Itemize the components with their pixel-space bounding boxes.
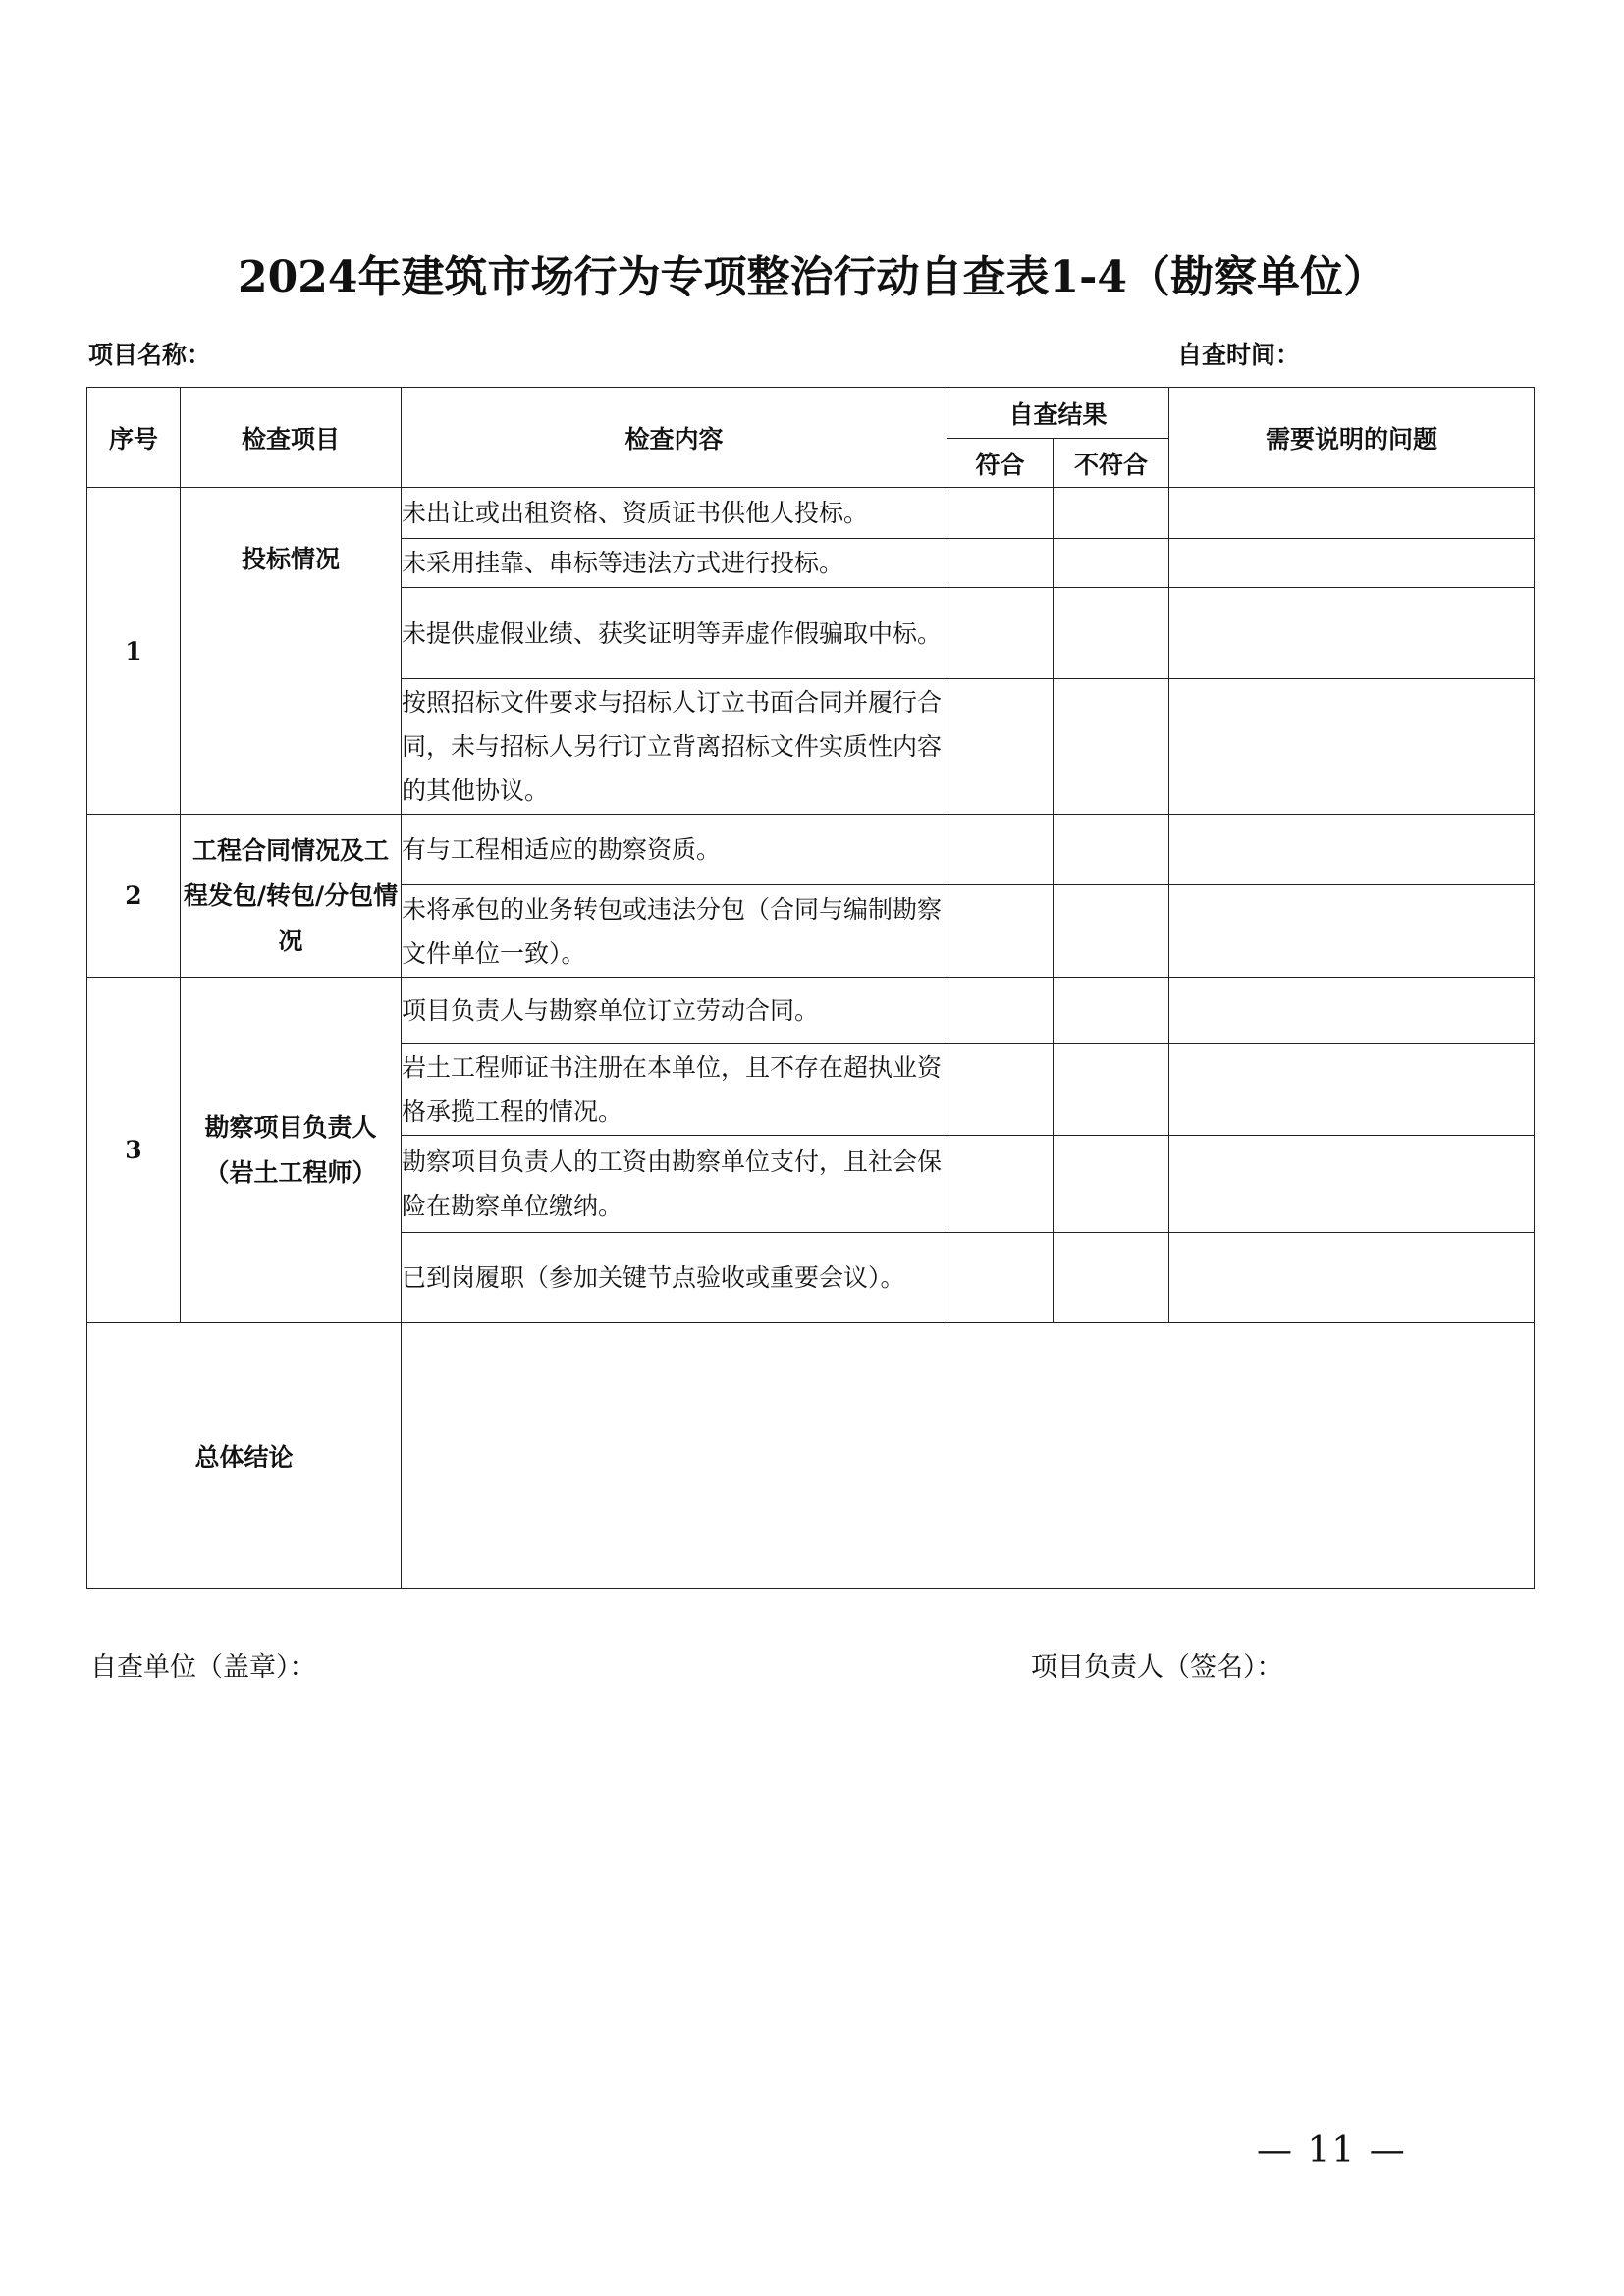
project-leader-label: 项目负责人（签名）： [1031, 1652, 1283, 1682]
notes-cell[interactable] [1169, 885, 1535, 978]
self-check-table [86, 387, 1535, 1589]
nonconform-cell[interactable] [1054, 488, 1169, 539]
notes-cell[interactable] [1169, 588, 1535, 679]
summary-row [87, 1323, 1535, 1589]
check-content: 按照招标文件要求与招标人订立书面合同并履行合同，未与招标人另行订立背离招标文件实质性内容的其他协议。 [402, 679, 947, 815]
conform-cell[interactable] [947, 539, 1054, 588]
notes-cell[interactable] [1169, 978, 1535, 1044]
section-number: 1 [87, 488, 181, 815]
nonconform-cell[interactable] [1054, 1233, 1169, 1323]
page-title: 2024年建筑市场行为专项整治行动自查表1-4（勘察单位） [238, 252, 1386, 302]
notes-cell[interactable] [1169, 679, 1535, 815]
nonconform-cell[interactable] [1054, 588, 1169, 679]
notes-cell[interactable] [1169, 1233, 1535, 1323]
check-content: 未采用挂靠、串标等违法方式进行投标。 [402, 539, 947, 588]
summary-cell[interactable] [402, 1323, 1535, 1589]
nonconform-cell[interactable] [1054, 978, 1169, 1044]
page-number: — 11 — [1257, 2130, 1407, 2170]
check-time-label: 自查时间： [1177, 341, 1301, 369]
project-name-label: 项目名称： [88, 341, 212, 369]
notes-cell[interactable] [1169, 1136, 1535, 1233]
nonconform-cell[interactable] [1054, 679, 1169, 815]
section-number: 3 [87, 978, 181, 1323]
notes-cell[interactable] [1169, 488, 1535, 539]
nonconform-cell[interactable] [1054, 885, 1169, 978]
check-content: 未提供虚假业绩、获奖证明等弄虚作假骗取中标。 [402, 588, 947, 679]
section-number: 2 [87, 815, 181, 978]
section-category: 投标情况 [181, 488, 402, 815]
conform-cell[interactable] [947, 1136, 1054, 1233]
self-check-unit-label: 自查单位（盖章）： [90, 1652, 316, 1682]
conform-cell[interactable] [947, 1233, 1054, 1323]
nonconform-cell[interactable] [1054, 815, 1169, 885]
conform-cell[interactable] [947, 588, 1054, 679]
check-content: 已到岗履职（参加关键节点验收或重要会议）。 [402, 1233, 947, 1323]
header-item: 检查项目 [181, 388, 402, 488]
header-nonconform: 不符合 [1054, 439, 1169, 488]
conform-cell[interactable] [947, 885, 1054, 978]
conform-cell[interactable] [947, 488, 1054, 539]
header-content: 检查内容 [402, 388, 947, 488]
nonconform-cell[interactable] [1054, 1136, 1169, 1233]
conform-cell[interactable] [947, 679, 1054, 815]
header-notes: 需要说明的问题 [1169, 388, 1535, 488]
section-category: 勘察项目负责人（岩土工程师） [181, 978, 402, 1323]
check-content: 勘察项目负责人的工资由勘察单位支付，且社会保险在勘察单位缴纳。 [402, 1136, 947, 1233]
notes-cell[interactable] [1169, 539, 1535, 588]
check-content: 未将承包的业务转包或违法分包（合同与编制勘察文件单位一致）。 [402, 885, 947, 978]
conform-cell[interactable] [947, 815, 1054, 885]
conform-cell[interactable] [947, 1044, 1054, 1136]
summary-label: 总体结论 [87, 1323, 402, 1589]
check-content: 有与工程相适应的勘察资质。 [402, 815, 947, 885]
table-row [87, 815, 1535, 885]
nonconform-cell[interactable] [1054, 539, 1169, 588]
section-category: 工程合同情况及工程发包/转包/分包情况 [181, 815, 402, 978]
table-row [87, 488, 1535, 539]
table-row [87, 978, 1535, 1044]
notes-cell[interactable] [1169, 815, 1535, 885]
check-content: 项目负责人与勘察单位订立劳动合同。 [402, 978, 947, 1044]
header-result: 自查结果 [947, 388, 1169, 439]
nonconform-cell[interactable] [1054, 1044, 1169, 1136]
header-seq: 序号 [87, 388, 181, 488]
notes-cell[interactable] [1169, 1044, 1535, 1136]
check-content: 岩土工程师证书注册在本单位，且不存在超执业资格承揽工程的情况。 [402, 1044, 947, 1136]
check-content: 未出让或出租资格、资质证书供他人投标。 [402, 488, 947, 539]
conform-cell[interactable] [947, 978, 1054, 1044]
header-conform: 符合 [947, 439, 1054, 488]
